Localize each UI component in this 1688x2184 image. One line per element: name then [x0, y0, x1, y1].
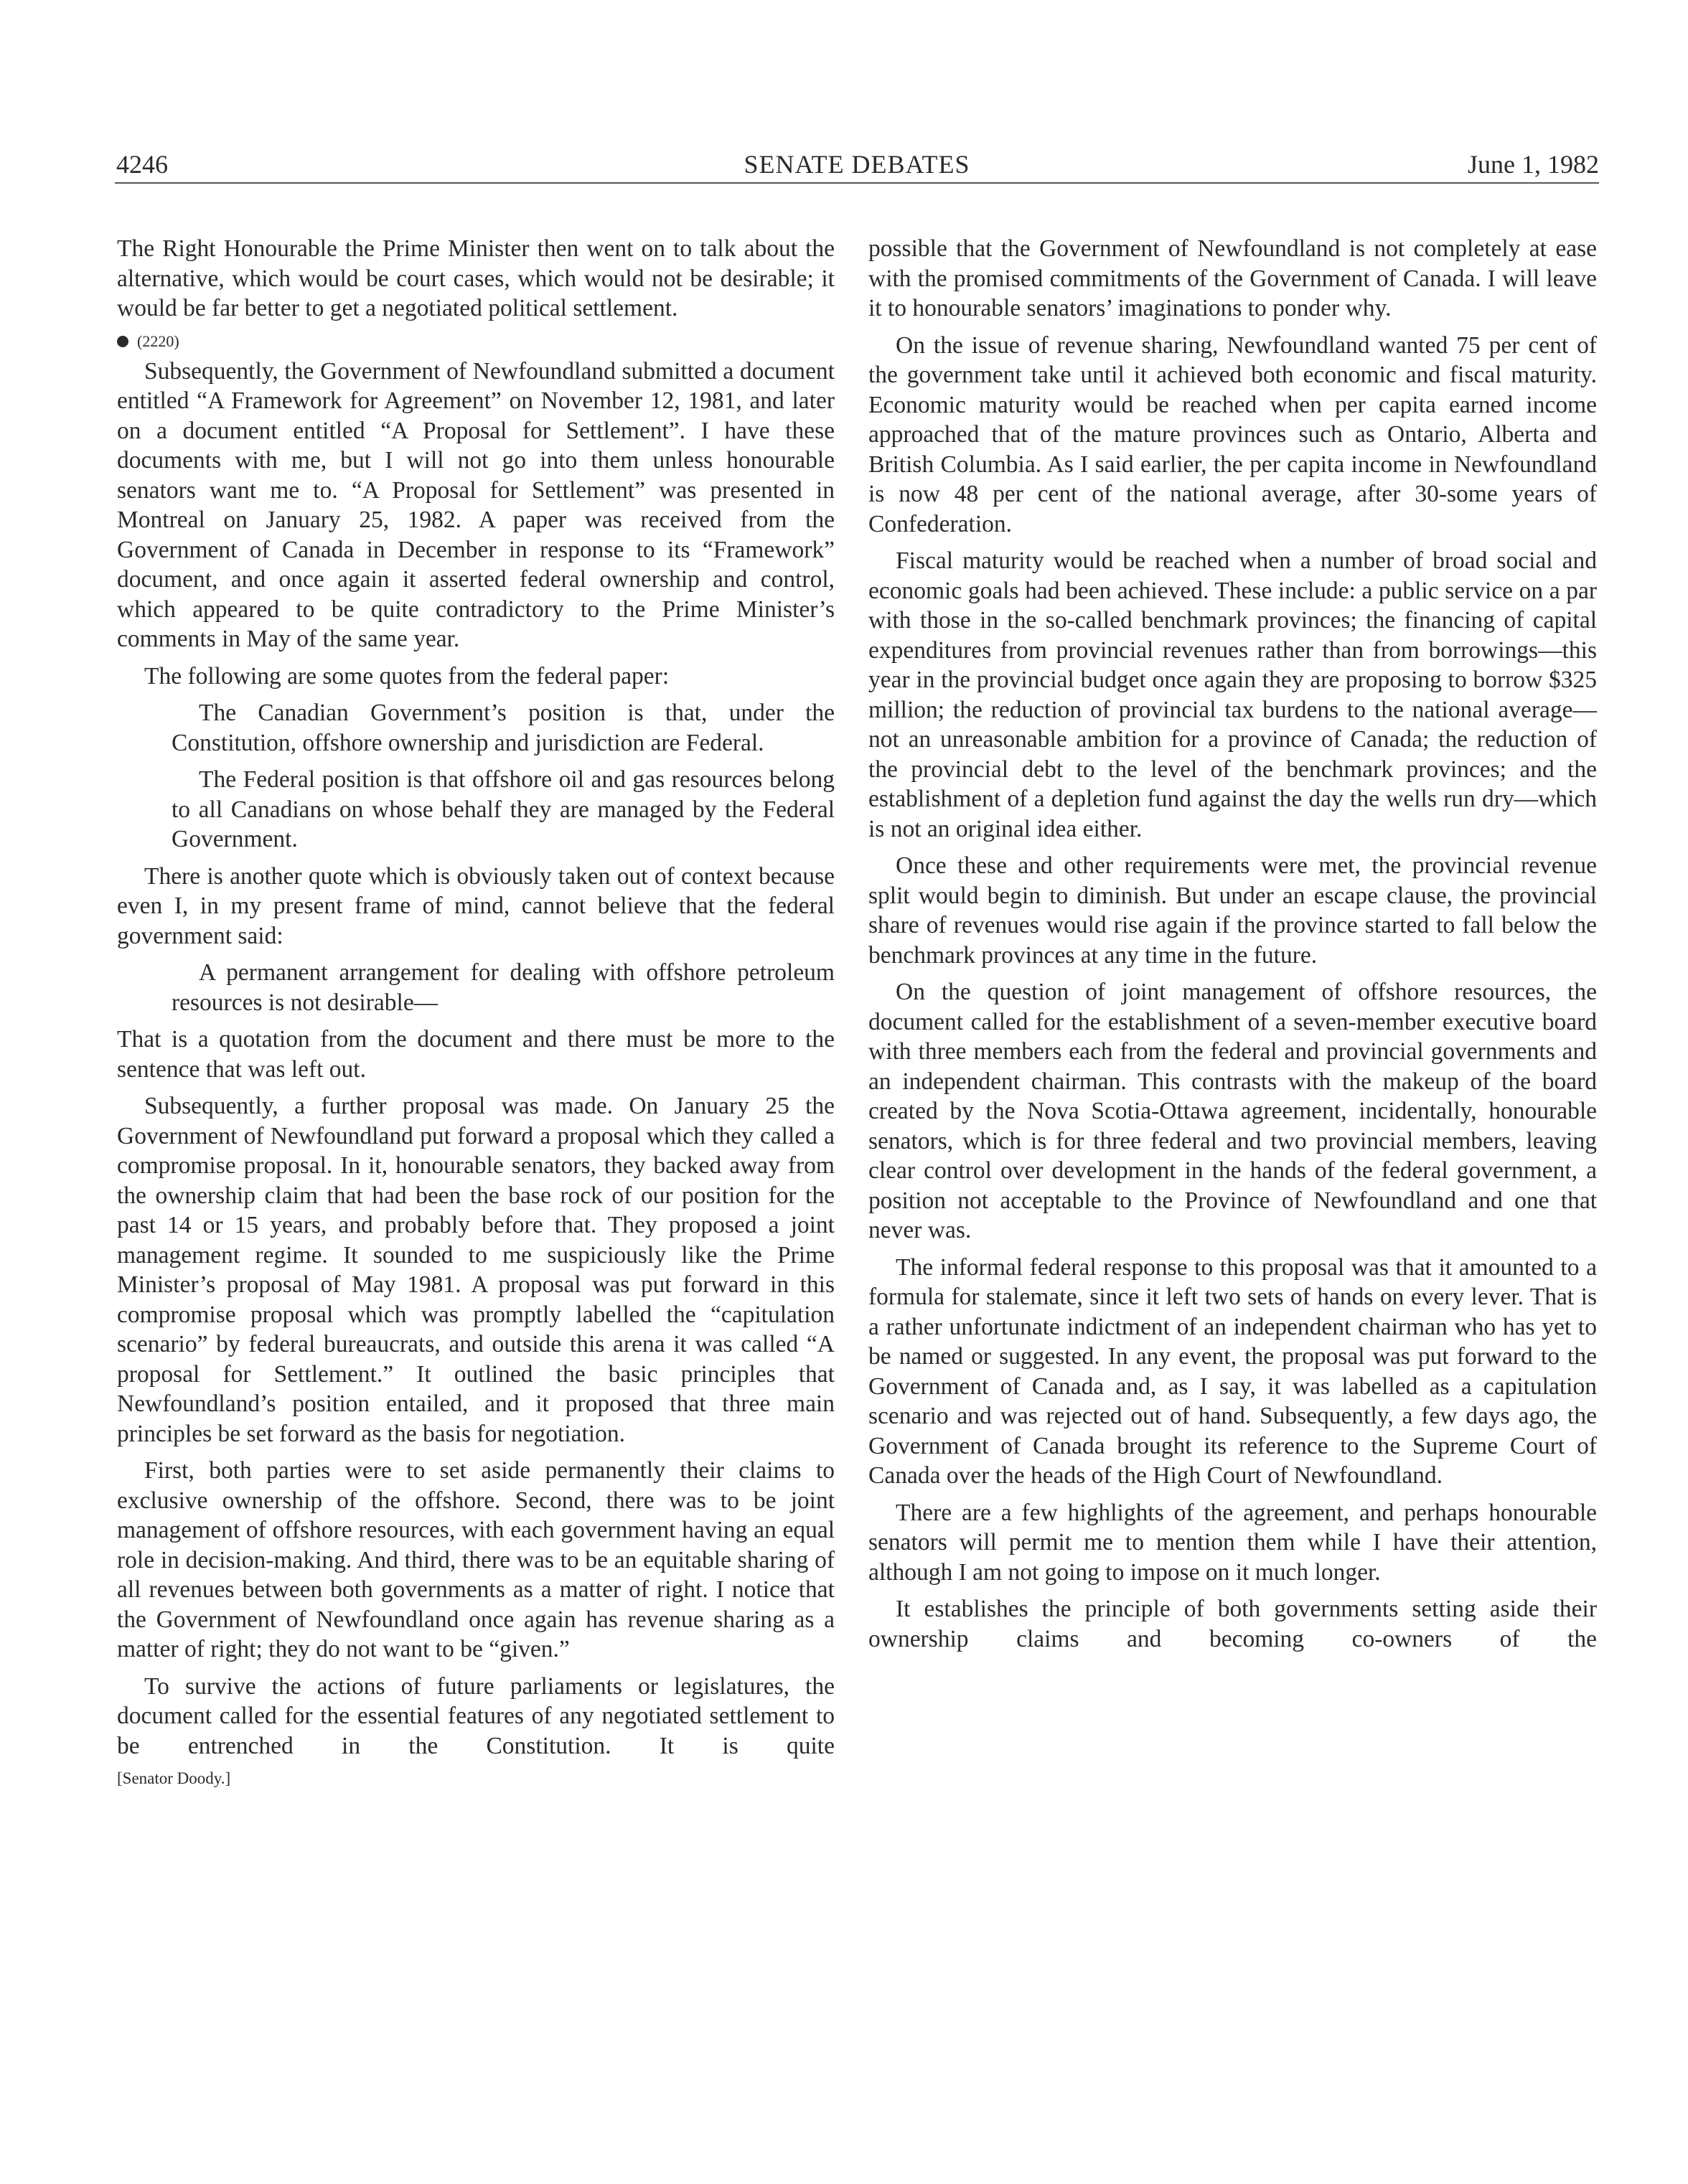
paragraph: There is another quote which is obviously taken out of context because even I, in my present frame of mind, cannot believe that the federal government said: — [117, 862, 835, 949]
publication-title: SENATE DEBATES — [744, 150, 970, 179]
page-header — [115, 146, 1599, 184]
page-date: June 1, 1982 — [1468, 150, 1599, 179]
paragraph: The following are some quotes from the federal paper: — [144, 662, 670, 689]
paragraph: Subsequently, the Government of Newfoundland submitted a document entitled “A Framework for Agreement” on November 12, 1981, and later on a document entitled “A Proposal for Settlement”. I have these documents with me, but I will not go into them unless honourable senators want me to. “A Proposal for Settlement” was presented in Montreal on January 25, 1982. A paper was received from the Government of Canada in December in response to its “Framework” document, and once again it asserted federal ownership and control, which appeared to be quite contradictory to the Prime Minister’s comments in May of the same year. — [117, 357, 835, 652]
paragraph: Once these and other requirements were met, the provincial revenue split would begin to diminish. But under an escape clause, the provincial share of revenues would rise again if the province started to fall below the benchmark provinces at any time in the future. — [868, 852, 1597, 969]
paragraph: To survive the actions of future parliaments or legislatures, the document called for the essential features of any negotiated settlement to be entrenched in the Constitution. It is quite — [117, 1672, 835, 1759]
block-quote: The Federal position is that offshore oil and gas resources belong to all Canadians on whose behalf they are managed by the Federal Government. — [172, 766, 835, 852]
paragraph: First, both parties were to set aside permanently their claims to exclusive ownership of the offshore. Second, there was to be joint management of offshore resources, with each government having an equal role in decision-making. And third, there was to be an equitable sharing of all revenues between both governments as a matter of right. I notice that the Government of Newfoundland once again has revenue sharing as a matter of right; they do not want to be “given.” — [117, 1457, 835, 1662]
paragraph: Fiscal maturity would be reached when a number of broad social and economic goals had been achieved. These include: a public service on a par with those in the so-called benchmark provinces; the financing of capital expenditures from provincial revenues rather than from borrowings—this year in the provincial budget once again they are proposing to borrow $325 million; the reduction of provincial tax burdens to the national average—not an unreasonable ambition for a province of Canada; the reduction of the provincial debt to the level of the benchmark provinces; and the establishment of a depletion fund against the day the wells run dry—which is not an original idea either. — [868, 547, 1597, 842]
paragraph: On the issue of revenue sharing, Newfoundland wanted 75 per cent of the government take until it achieved both economic and fiscal maturity. Economic maturity would be reached when per capita earned income approached that of the mature provinces such as Ontario, Alberta and British Columbia. As I said earlier, the per capita income in Newfoundland is now 48 per cent of the national average, after 30-some years of Confederation. — [868, 331, 1597, 537]
speaker-note: [Senator Doody.] — [117, 1769, 231, 1787]
paragraph: The Right Honourable the Prime Minister then went on to talk about the alternative, which would be court cases, which would not be desirable; it would be far better to get a negotiated political settlement. — [117, 235, 835, 321]
paragraph: The informal federal response to this proposal was that it amounted to a formula for stalemate, since it left two sets of hands on every lever. That is a rather unfortunate indictment of an independent chairman who has yet to be named or suggested. In any event, the proposal was put forward to the Government of Canada and, as I say, it was labelled as a capitulation scenario and was rejected out of hand. Subsequently, a few days ago, the Government of Canada brought its reference to the Supreme Court of Canada over the heads of the High Court of Newfoundland. — [868, 1253, 1597, 1489]
paragraph: There are a few highlights of the agreement, and perhaps honourable senators will permit me to mention them while I have their attention, although I am not going to impose on it much longer. — [868, 1499, 1597, 1586]
paragraph: It establishes the principle of both governments setting aside their ownership claims and becoming co-owners of the — [868, 1596, 1597, 1652]
left-column — [117, 234, 835, 1789]
paragraph: possible that the Government of Newfoundland is not completely at ease with the promised commitments of the Government of Canada. I will leave it to honourable senators’ imaginations to ponder why. — [868, 235, 1597, 321]
block-quote: A permanent arrangement for dealing with offshore petroleum resources is not desirable— — [172, 959, 835, 1016]
bullet-dot-icon — [117, 336, 128, 347]
paragraph: On the question of joint management of offshore resources, the document called for the establishment of a seven-member executive board with three members each from the federal and provincial governments and an independent chairman. This contrasts with the makeup of the board created by the Nova Scotia-Ottawa agreement, incidentally, honourable senators, which is for three federal and two provincial members, leaving clear control over development in the hands of the federal government, a position not acceptable to the Province of Newfoundland and one that never was. — [868, 979, 1597, 1243]
right-column — [868, 234, 1597, 1661]
time-marker-text: (2220) — [137, 331, 179, 350]
page-number: 4246 — [116, 150, 168, 179]
block-quote: The Canadian Government’s position is that, under the Constitution, offshore ownership and jurisdiction are Federal. — [172, 700, 835, 756]
time-marker — [117, 331, 835, 352]
paragraph: Subsequently, a further proposal was made. On January 25 the Government of Newfoundland put forward a proposal which they called a compromise proposal. In it, honourable senators, they backed away from the ownership claim that had been the base rock of our position for the past 14 or 15 years, and probably before that. They proposed a joint management regime. It sounded to me suspiciously like the Prime Minister’s proposal of May 1981. A proposal was put forward in this compromise proposal which was promptly labelled the “capitulation scenario” by federal bureaucrats, and outside this arena it was called “A proposal for Settlement.” It outlined the basic principles that Newfoundland’s position entailed, and it proposed that three main principles be set forward as the basis for negotiation. — [117, 1093, 835, 1447]
paragraph: That is a quotation from the document and there must be more to the sentence that was left out. — [117, 1026, 835, 1083]
